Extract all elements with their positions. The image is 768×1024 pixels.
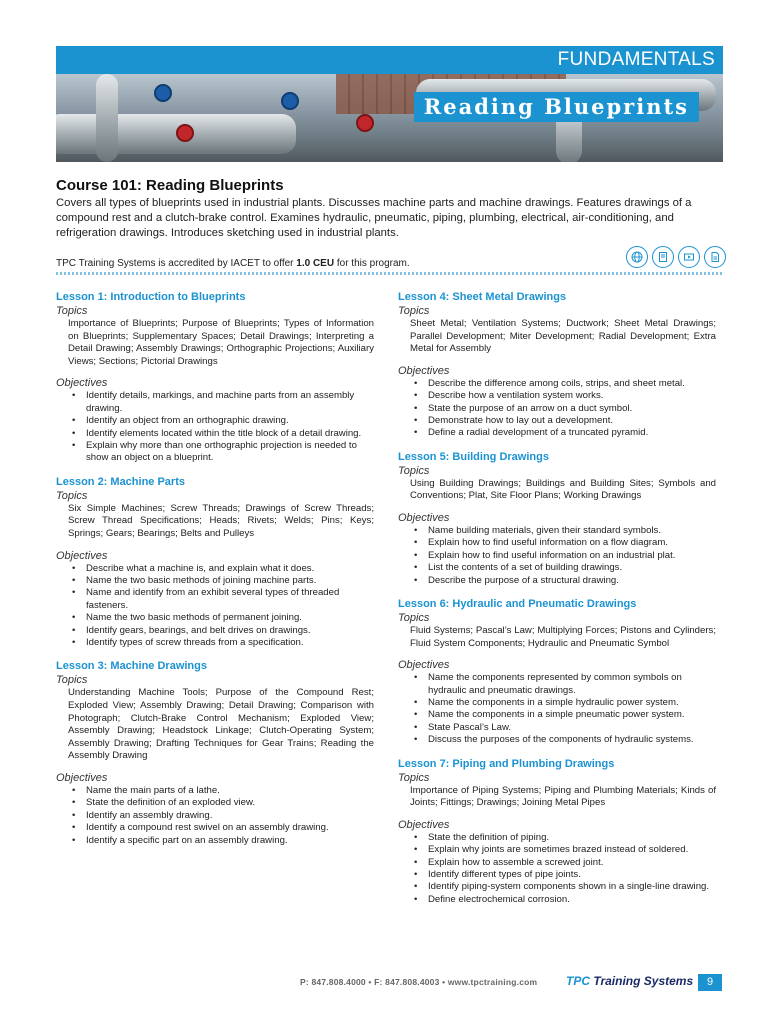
- objective-item: • State Pascal’s Law.: [428, 722, 716, 734]
- series-label: FUNDAMENTALS: [557, 49, 715, 70]
- accreditation-text: TPC Training Systems is accredited by IACET to offer 1.0 CEU for this program.: [56, 258, 410, 269]
- objective-item: • Identify a compound rest swivel on an assembly drawing.: [86, 822, 374, 834]
- objective-item: • Explain how to assemble a screwed joint.: [428, 857, 716, 869]
- valve: [281, 92, 299, 110]
- objectives-label: Objectives: [56, 377, 108, 390]
- series-bar: [56, 46, 723, 74]
- lesson-3: [56, 659, 374, 847]
- topics-label: Topics: [56, 674, 88, 687]
- objective-item: • Identify a specific part on an assembly drawing.: [86, 835, 374, 847]
- objective-item: • Name the components in a simple hydraulic power system.: [428, 697, 716, 709]
- objective-item: • Identify an assembly drawing.: [86, 810, 374, 822]
- right-column: [398, 290, 716, 916]
- topics-label: Topics: [56, 305, 88, 317]
- objective-item: • Explain how to find useful information on a flow diagram.: [428, 537, 716, 549]
- topics-label: Topics: [398, 612, 430, 625]
- objective-item: • Name the components in a simple pneumatic power system.: [428, 709, 716, 721]
- lesson-6: [398, 597, 716, 747]
- objectives-label: Objectives: [398, 659, 450, 672]
- objectives-list: [56, 390, 374, 464]
- objectives-list: [398, 832, 716, 906]
- objectives-list: [56, 563, 374, 650]
- objectives-list: [398, 525, 716, 587]
- divider: [56, 272, 723, 275]
- objective-item: • Define a radial development of a truncated pyramid.: [428, 427, 716, 439]
- lesson-title: Lesson 5: Building Drawings: [398, 450, 549, 463]
- topics-text: Six Simple Machines; Screw Threads; Drawings of Screw Threads; Screw Thread Specifications; Heads; Rivets; Welds; Pins; Keys; Springs; Gears; Bearings; Belts and Pulleys: [68, 502, 374, 539]
- objectives-label: Objectives: [398, 818, 450, 831]
- objective-item: • Describe how a ventilation system works.: [428, 390, 716, 402]
- objective-item: • Explain how to find useful information on an industrial plat.: [428, 550, 716, 562]
- book-icon: [652, 246, 674, 268]
- objective-item: • State the definition of piping.: [428, 832, 716, 844]
- topics-text: Using Building Drawings; Buildings and Building Sites; Symbols and Conventions; Plat, Site Floor Plans; Working Drawings: [410, 477, 716, 502]
- objective-item: • Explain why more than one orthographic projection is needed to show an object on a blueprint.: [86, 440, 374, 465]
- lesson-title: Lesson 1: Introduction to Blueprints: [56, 291, 246, 303]
- lesson-1: [56, 290, 374, 465]
- objectives-list: [398, 378, 716, 440]
- topics-label: Topics: [56, 489, 88, 502]
- objective-item: • Discuss the purposes of the components of hydraulic systems.: [428, 734, 716, 746]
- lesson-title: Lesson 6: Hydraulic and Pneumatic Drawings: [398, 598, 637, 611]
- valve: [154, 84, 172, 102]
- topics-text: Importance of Blueprints; Purpose of Blueprints; Types of Information on Blueprints; Supplementary Spaces; Detail Drawings; Interpreting a Detail Drawing; Assembly Drawings; Orthographic Projections; Auxiliary Views; Sections; Pictorial Drawings: [68, 318, 374, 367]
- objective-item: • Describe what a machine is, and explain what it does.: [86, 563, 374, 575]
- lesson-5: [398, 450, 716, 587]
- objective-item: • Identify an object from an orthographic drawing.: [86, 415, 374, 427]
- course-title: Course 101: Reading Blueprints: [56, 177, 284, 194]
- objective-item: • Name the main parts of a lathe.: [86, 785, 374, 797]
- objective-item: • Identify details, markings, and machine parts from an assembly drawing.: [86, 390, 374, 415]
- objective-item: • Identify different types of pipe joints.: [428, 869, 716, 881]
- lesson-7: [398, 757, 716, 907]
- format-icons: [626, 246, 726, 268]
- pipe: [96, 74, 118, 162]
- objective-item: • Name the components represented by common symbols on hydraulic and pneumatic drawings.: [428, 672, 716, 697]
- objective-item: • Define electrochemical corrosion.: [428, 894, 716, 906]
- objective-item: • Demonstrate how to lay out a development.: [428, 415, 716, 427]
- topics-text: Fluid Systems; Pascal’s Law; Multiplying Forces; Pistons and Cylinders; Fluid System Components; Hydraulic and Pneumatic Symbol: [410, 625, 716, 649]
- objective-item: • Identify elements located within the title block of a detail drawing.: [86, 428, 374, 440]
- objective-item: • Name and identify from an exhibit several types of threaded fasteners.: [86, 587, 374, 612]
- objective-item: • Describe the purpose of a structural drawing.: [428, 575, 716, 587]
- ceu-value: 1.0 CEU: [296, 258, 335, 269]
- topics-text: Understanding Machine Tools; Purpose of the Compound Rest; Exploded View; Assembly Drawing; Detail Drawing; Comparison with Photograph; Clutch-Brake Control Mechanism; Exploded View; Assembly Drawing; Headstock Linkage; Clutch-Operating System; Assembly Drawing; Drafting Techniques for Gear Trains; Reading the Assembly Drawing: [68, 687, 374, 762]
- lesson-2: [56, 475, 374, 650]
- lesson-title: Lesson 2: Machine Parts: [56, 475, 185, 488]
- objective-item: • Identify gears, bearings, and belt drives on drawings.: [86, 625, 374, 637]
- topics-label: Topics: [398, 771, 430, 784]
- topics-text: Importance of Piping Systems; Piping and Plumbing Materials; Kinds of Joints; Fittings; Drawings; Joining Metal Pipes: [410, 784, 716, 809]
- objective-item: • Describe the difference among coils, strips, and sheet metal.: [428, 378, 716, 390]
- topics-label: Topics: [398, 464, 430, 477]
- lesson-4: [398, 290, 716, 440]
- objective-item: • Name the two basic methods of permanent joining.: [86, 612, 374, 624]
- objective-item: • State the purpose of an arrow on a duct symbol.: [428, 403, 716, 415]
- objectives-label: Objectives: [398, 512, 450, 524]
- objectives-label: Objectives: [398, 364, 450, 377]
- objectives-label: Objectives: [56, 549, 108, 562]
- objectives-label: Objectives: [56, 772, 108, 784]
- topics-label: Topics: [398, 305, 430, 317]
- objective-item: • Explain why joints are sometimes brazed instead of soldered.: [428, 844, 716, 856]
- objective-item: • Name building materials, given their standard symbols.: [428, 525, 716, 537]
- objective-item: • Name the two basic methods of joining machine parts.: [86, 575, 374, 587]
- valve: [176, 124, 194, 142]
- video-icon: [678, 246, 700, 268]
- footer-contact: P: 847.808.4000 • F: 847.808.4003 • www.tpctraining.com: [300, 977, 538, 987]
- valve: [356, 114, 374, 132]
- course-description: Covers all types of blueprints used in industrial plants. Discusses machine parts and machine drawings. Features drawings of a compound rest and a clutch-brake control. Examines hydraulic, pneumatic, piping, plumbing, electrical, air-conditioning, and refrigeration drawings. Introduces sketching used in industrial plants.: [56, 197, 692, 239]
- objectives-list: [398, 672, 716, 746]
- objective-item: • Identify piping-system components shown in a single-line drawing.: [428, 881, 716, 893]
- header-banner: [56, 46, 723, 162]
- objective-item: • List the contents of a set of building drawings.: [428, 562, 716, 574]
- left-column: [56, 290, 374, 857]
- lesson-title: Lesson 3: Machine Drawings: [56, 660, 207, 673]
- objective-item: • Identify types of screw threads from a specification.: [86, 637, 374, 649]
- title-box: [414, 92, 699, 122]
- topics-text: Sheet Metal; Ventilation Systems; Ductwork; Sheet Metal Drawings; Parallel Development; Miter Development; Radial Development; Extra Metal for Assembly: [410, 318, 716, 355]
- lesson-title: Lesson 7: Piping and Plumbing Drawings: [398, 757, 615, 770]
- objectives-list: [56, 785, 374, 847]
- objective-item: • State the definition of an exploded view.: [86, 797, 374, 809]
- footer-brand-logo: TPC Training Systems: [566, 974, 694, 988]
- header-title: Reading Blueprints: [423, 94, 689, 119]
- document-icon: [704, 246, 726, 268]
- globe-icon: [626, 246, 648, 268]
- page-number: 9: [698, 974, 722, 991]
- lesson-title: Lesson 4: Sheet Metal Drawings: [398, 291, 567, 303]
